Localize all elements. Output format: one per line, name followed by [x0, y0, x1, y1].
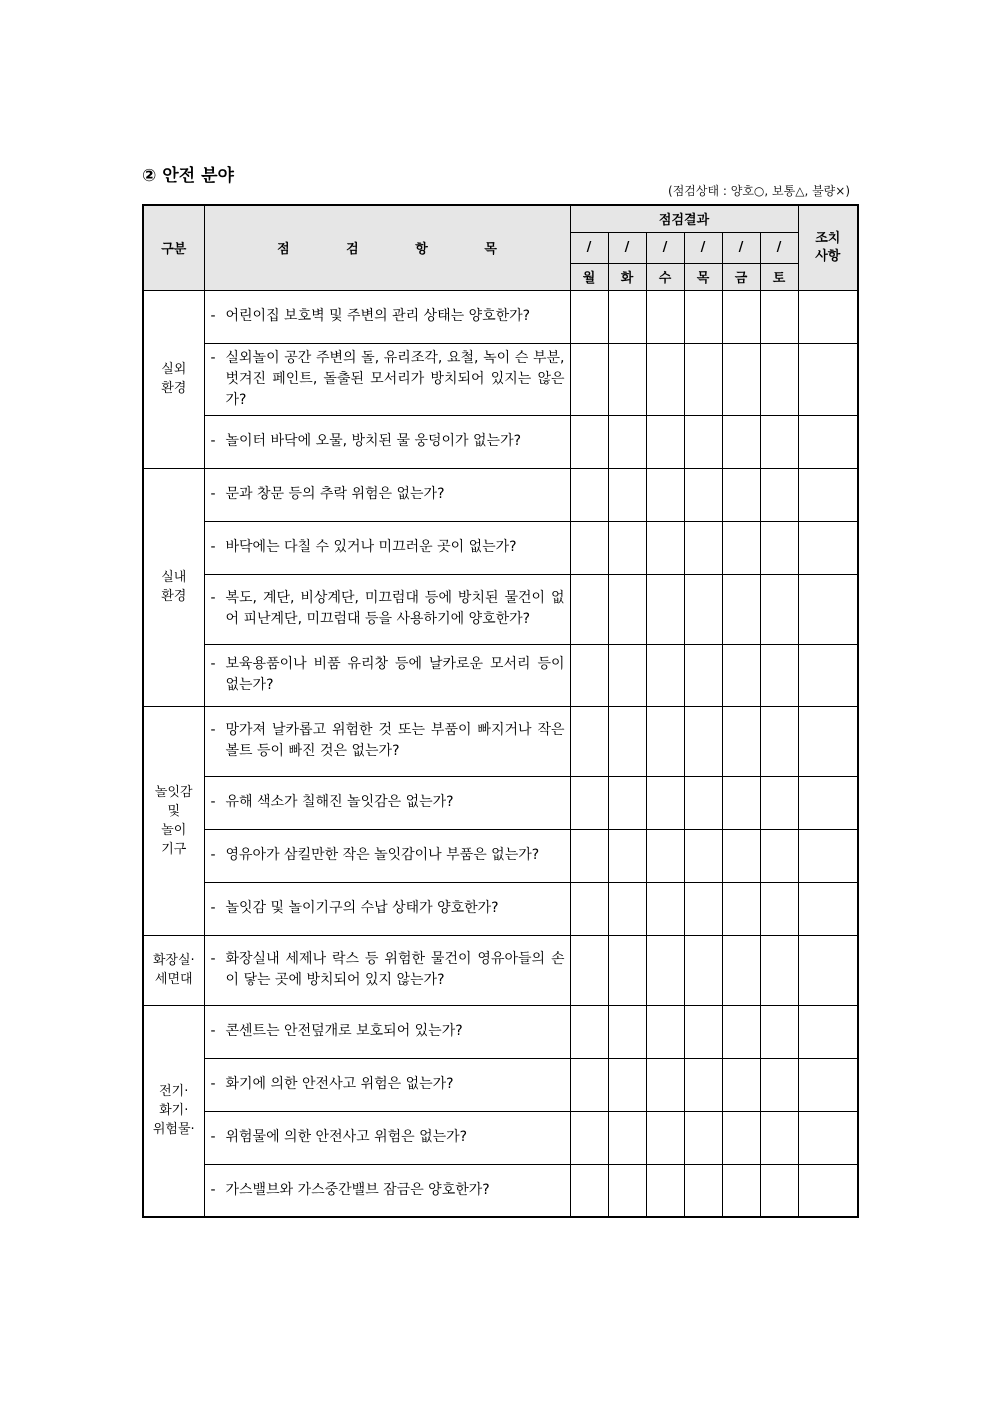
- result-cell[interactable]: [646, 468, 684, 521]
- result-cell[interactable]: [646, 1005, 684, 1058]
- table-row: [143, 343, 858, 415]
- result-cell[interactable]: [570, 935, 608, 1005]
- check-item-text: 망가져 날카롭고 위험한 것 또는 부품이 빠지거나 작은 볼트 등이 빠진 것은 없는가?: [225, 722, 565, 759]
- check-item: [204, 415, 570, 468]
- date-slot: /: [608, 232, 646, 263]
- result-cell[interactable]: [608, 644, 646, 706]
- check-item-text: 복도, 계단, 비상계단, 미끄럼대 등에 방치된 물건이 없어 피난계단, 미끄럼대 등을 사용하기에 양호한가?: [225, 590, 565, 627]
- table-row: [143, 776, 858, 829]
- check-item: [204, 706, 570, 776]
- result-cell[interactable]: [722, 882, 760, 935]
- header-category: 구분: [143, 205, 204, 290]
- item-bullet: -: [210, 349, 216, 366]
- result-cell[interactable]: [760, 829, 798, 882]
- item-bullet: -: [210, 308, 216, 324]
- table-row: [143, 521, 858, 574]
- result-cell[interactable]: [760, 1058, 798, 1111]
- item-bullet: -: [210, 1076, 216, 1092]
- result-cell[interactable]: [760, 1111, 798, 1164]
- result-cell[interactable]: [646, 1058, 684, 1111]
- result-cell[interactable]: [760, 415, 798, 468]
- result-cell[interactable]: [608, 706, 646, 776]
- check-item: [204, 468, 570, 521]
- header-action: 조치 사항: [798, 205, 858, 290]
- day-label: 토: [760, 263, 798, 290]
- item-bullet: -: [210, 847, 216, 863]
- result-cell[interactable]: [684, 521, 722, 574]
- date-slot: /: [646, 232, 684, 263]
- result-cell[interactable]: [608, 1005, 646, 1058]
- category-cell: 화장실· 세면대: [143, 935, 204, 1005]
- result-cell[interactable]: [722, 1005, 760, 1058]
- result-cell[interactable]: [684, 574, 722, 644]
- result-cell[interactable]: [722, 1111, 760, 1164]
- result-cell[interactable]: [646, 706, 684, 776]
- check-item: [204, 290, 570, 343]
- section-title: ② 안전 분야: [142, 166, 234, 186]
- table-row: [143, 935, 858, 1005]
- result-cell[interactable]: [722, 468, 760, 521]
- result-cell[interactable]: [608, 776, 646, 829]
- check-item-text: 유해 색소가 칠해진 놀잇감은 없는가?: [225, 794, 454, 810]
- result-cell[interactable]: [570, 829, 608, 882]
- table-row: [143, 706, 858, 776]
- result-cell[interactable]: [570, 1164, 608, 1217]
- result-cell[interactable]: [722, 521, 760, 574]
- result-cell[interactable]: [608, 343, 646, 415]
- item-bullet: -: [210, 656, 216, 672]
- table-row: [143, 1164, 858, 1217]
- item-bullet: -: [210, 1129, 216, 1145]
- check-item-text: 화장실내 세제나 락스 등 위험한 물건이 영유아들의 손이 닿는 곳에 방치되어 있지 않는가?: [225, 951, 565, 988]
- result-cell[interactable]: [646, 343, 684, 415]
- result-cell[interactable]: [760, 882, 798, 935]
- result-cell[interactable]: [646, 1111, 684, 1164]
- result-cell[interactable]: [760, 935, 798, 1005]
- item-bullet: -: [210, 794, 216, 810]
- result-cell[interactable]: [760, 706, 798, 776]
- action-cell[interactable]: [798, 290, 858, 343]
- action-cell[interactable]: [798, 574, 858, 644]
- day-label: 화: [608, 263, 646, 290]
- date-slot: /: [570, 232, 608, 263]
- item-bullet: -: [210, 433, 216, 449]
- result-cell[interactable]: [684, 706, 722, 776]
- action-cell[interactable]: [798, 1058, 858, 1111]
- result-cell[interactable]: [646, 882, 684, 935]
- check-item-text: 가스밸브와 가스중간밸브 잠금은 양호한가?: [225, 1181, 490, 1198]
- check-item-text: 영유아가 삼킬만한 작은 놀잇감이나 부품은 없는가?: [225, 847, 540, 863]
- header-result: 점검결과: [570, 205, 798, 232]
- check-item: [204, 935, 570, 1005]
- table-row: [143, 574, 858, 644]
- category-cell: 전기· 화기· 위험물·: [143, 1005, 204, 1217]
- result-cell[interactable]: [608, 521, 646, 574]
- status-legend: (점검상태 : 양호○, 보통△, 불량×): [668, 184, 850, 198]
- result-cell[interactable]: [646, 829, 684, 882]
- result-cell[interactable]: [646, 415, 684, 468]
- item-bullet: -: [210, 951, 216, 967]
- check-item-text: 놀잇감 및 놀이기구의 수납 상태가 양호한가?: [225, 900, 499, 916]
- item-bullet: -: [210, 539, 216, 555]
- action-cell[interactable]: [798, 1111, 858, 1164]
- action-cell[interactable]: [798, 1164, 858, 1217]
- check-item: [204, 574, 570, 644]
- result-cell[interactable]: [608, 290, 646, 343]
- result-cell[interactable]: [608, 1058, 646, 1111]
- date-slot: /: [722, 232, 760, 263]
- table-row: [143, 1058, 858, 1111]
- action-cell[interactable]: [798, 644, 858, 706]
- check-item: [204, 343, 570, 415]
- result-cell[interactable]: [570, 468, 608, 521]
- result-cell[interactable]: [684, 290, 722, 343]
- day-label: 목: [684, 263, 722, 290]
- result-cell[interactable]: [684, 1111, 722, 1164]
- check-item: [204, 829, 570, 882]
- day-label: 월: [570, 263, 608, 290]
- result-cell[interactable]: [570, 290, 608, 343]
- result-cell[interactable]: [570, 1111, 608, 1164]
- result-cell[interactable]: [684, 343, 722, 415]
- result-cell[interactable]: [570, 415, 608, 468]
- result-cell[interactable]: [646, 935, 684, 1005]
- date-slot: /: [684, 232, 722, 263]
- action-cell[interactable]: [798, 1005, 858, 1058]
- result-cell[interactable]: [646, 574, 684, 644]
- safety-checklist-table: [142, 204, 859, 1218]
- result-cell[interactable]: [760, 290, 798, 343]
- check-item: [204, 644, 570, 706]
- action-cell[interactable]: [798, 521, 858, 574]
- check-item: [204, 1111, 570, 1164]
- result-cell[interactable]: [760, 644, 798, 706]
- result-cell[interactable]: [608, 415, 646, 468]
- result-cell[interactable]: [646, 1164, 684, 1217]
- result-cell[interactable]: [608, 882, 646, 935]
- item-bullet: -: [210, 590, 216, 606]
- check-item: [204, 776, 570, 829]
- result-cell[interactable]: [646, 776, 684, 829]
- result-cell[interactable]: [570, 706, 608, 776]
- result-cell[interactable]: [684, 1058, 722, 1111]
- check-item-text: 실외놀이 공간 주변의 돌, 유리조각, 요철, 녹이 슨 부분, 벗겨진 페인트, 돌출된 모서리가 방치되어 있지는 않은가?: [225, 349, 565, 408]
- action-cell[interactable]: [798, 882, 858, 935]
- result-cell[interactable]: [722, 290, 760, 343]
- result-cell[interactable]: [684, 829, 722, 882]
- action-cell[interactable]: [798, 829, 858, 882]
- item-bullet: -: [210, 900, 216, 916]
- action-cell[interactable]: [798, 415, 858, 468]
- result-cell[interactable]: [722, 644, 760, 706]
- table-row: [143, 468, 858, 521]
- result-cell[interactable]: [684, 468, 722, 521]
- check-item-text: 어린이집 보호벽 및 주변의 관리 상태는 양호한가?: [225, 308, 531, 324]
- result-cell[interactable]: [722, 1164, 760, 1217]
- table-row: [143, 415, 858, 468]
- result-cell[interactable]: [646, 521, 684, 574]
- check-item-text: 바닥에는 다칠 수 있거나 미끄러운 곳이 없는가?: [225, 539, 517, 555]
- result-cell[interactable]: [646, 290, 684, 343]
- category-cell: 놀잇감 및 놀이 기구: [143, 706, 204, 935]
- result-cell[interactable]: [722, 415, 760, 468]
- result-cell[interactable]: [722, 935, 760, 1005]
- result-cell[interactable]: [722, 574, 760, 644]
- table-row: [143, 644, 858, 706]
- result-cell[interactable]: [684, 415, 722, 468]
- result-cell[interactable]: [608, 829, 646, 882]
- result-cell[interactable]: [684, 935, 722, 1005]
- action-cell[interactable]: [798, 935, 858, 1005]
- result-cell[interactable]: [570, 1005, 608, 1058]
- result-cell[interactable]: [684, 776, 722, 829]
- result-cell[interactable]: [570, 776, 608, 829]
- result-cell[interactable]: [722, 829, 760, 882]
- check-item: [204, 1058, 570, 1111]
- table-row: [143, 1111, 858, 1164]
- action-cell[interactable]: [798, 468, 858, 521]
- action-cell[interactable]: [798, 343, 858, 415]
- result-cell[interactable]: [684, 1005, 722, 1058]
- check-item-text: 화기에 의한 안전사고 위험은 없는가?: [225, 1076, 454, 1092]
- date-slot: /: [760, 232, 798, 263]
- result-cell[interactable]: [722, 343, 760, 415]
- check-item: [204, 882, 570, 935]
- check-item: [204, 1164, 570, 1217]
- item-bullet: -: [210, 722, 216, 738]
- day-label: 금: [722, 263, 760, 290]
- result-cell[interactable]: [608, 935, 646, 1005]
- result-cell[interactable]: [570, 343, 608, 415]
- category-cell: 실외 환경: [143, 290, 204, 468]
- result-cell[interactable]: [760, 468, 798, 521]
- category-cell: 실내 환경: [143, 468, 204, 706]
- result-cell[interactable]: [760, 521, 798, 574]
- result-cell[interactable]: [608, 1111, 646, 1164]
- check-item-text: 위험물에 의한 안전사고 위험은 없는가?: [225, 1129, 468, 1145]
- item-bullet: -: [210, 1023, 216, 1039]
- result-cell[interactable]: [608, 1164, 646, 1217]
- result-cell[interactable]: [760, 1005, 798, 1058]
- check-item-text: 문과 창문 등의 추락 위험은 없는가?: [225, 486, 445, 502]
- table-row: [143, 290, 858, 343]
- check-item: [204, 1005, 570, 1058]
- result-cell[interactable]: [570, 644, 608, 706]
- result-cell[interactable]: [722, 776, 760, 829]
- result-cell[interactable]: [684, 882, 722, 935]
- result-cell[interactable]: [760, 343, 798, 415]
- table-row: [143, 829, 858, 882]
- result-cell[interactable]: [608, 574, 646, 644]
- result-cell[interactable]: [760, 776, 798, 829]
- result-cell[interactable]: [646, 644, 684, 706]
- table-row: [143, 882, 858, 935]
- result-cell[interactable]: [684, 644, 722, 706]
- item-bullet: -: [210, 486, 216, 502]
- result-cell[interactable]: [760, 574, 798, 644]
- result-cell[interactable]: [570, 882, 608, 935]
- check-item: [204, 521, 570, 574]
- check-item-text: 콘센트는 안전덮개로 보호되어 있는가?: [225, 1023, 463, 1039]
- result-cell[interactable]: [570, 521, 608, 574]
- header-item: 점 검 항 목: [204, 205, 570, 290]
- item-bullet: -: [210, 1181, 216, 1198]
- check-item-text: 보육용품이나 비품 유리창 등에 날카로운 모서리 등이 없는가?: [225, 656, 565, 693]
- result-cell[interactable]: [570, 574, 608, 644]
- result-cell[interactable]: [722, 706, 760, 776]
- check-item-text: 놀이터 바닥에 오물, 방치된 물 웅덩이가 없는가?: [225, 433, 522, 449]
- result-cell[interactable]: [760, 1164, 798, 1217]
- result-cell[interactable]: [684, 1164, 722, 1217]
- action-cell[interactable]: [798, 776, 858, 829]
- day-label: 수: [646, 263, 684, 290]
- result-cell[interactable]: [722, 1058, 760, 1111]
- table-row: [143, 1005, 858, 1058]
- action-cell[interactable]: [798, 706, 858, 776]
- result-cell[interactable]: [570, 1058, 608, 1111]
- result-cell[interactable]: [608, 468, 646, 521]
